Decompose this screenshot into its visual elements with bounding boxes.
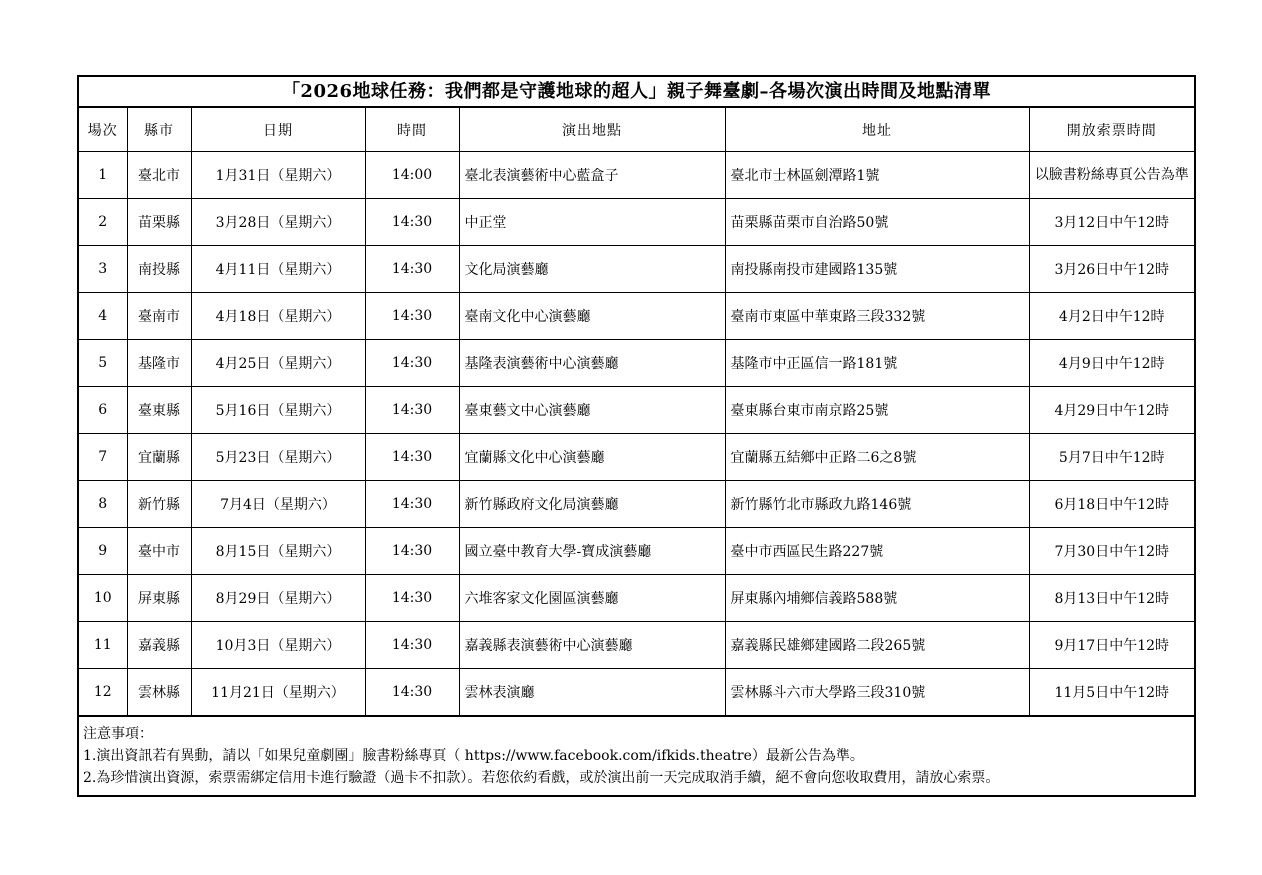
cell-venue: 文化局演藝廳 [459, 246, 725, 293]
cell-venue: 臺東藝文中心演藝廳 [459, 387, 725, 434]
cell-venue: 六堆客家文化園區演藝廳 [459, 575, 725, 622]
header-address: 地址 [725, 108, 1029, 152]
cell-address: 臺南市東區中華東路三段332號 [725, 293, 1029, 340]
cell-venue: 宜蘭縣文化中心演藝廳 [459, 434, 725, 481]
cell-venue: 國立臺中教育大學-寶成演藝廳 [459, 528, 725, 575]
cell-address: 臺北市士林區劍潭路1號 [725, 152, 1029, 199]
cell-no: 9 [79, 528, 127, 575]
cell-ticket: 4月29日中午12時 [1029, 387, 1194, 434]
cell-date: 4月25日（星期六） [191, 340, 365, 387]
note-item-1: 1.演出資訊若有異動，請以「如果兒童劇團」臉書粉絲專頁（ https://www.facebook.com/ifkids.theatre）最新公告為準。 [83, 748, 864, 764]
cell-ticket: 3月26日中午12時 [1029, 246, 1194, 293]
cell-time: 14:30 [365, 246, 459, 293]
cell-date: 1月31日（星期六） [191, 152, 365, 199]
table-row [79, 340, 1194, 387]
cell-no: 6 [79, 387, 127, 434]
cell-time: 14:30 [365, 340, 459, 387]
cell-ticket: 11月5日中午12時 [1029, 669, 1194, 716]
cell-date: 7月4日（星期六） [191, 481, 365, 528]
cell-time: 14:30 [365, 622, 459, 669]
cell-date: 11月21日（星期六） [191, 669, 365, 716]
table-row [79, 387, 1194, 434]
cell-address: 臺東縣台東市南京路25號 [725, 387, 1029, 434]
cell-no: 5 [79, 340, 127, 387]
cell-venue: 臺北表演藝術中心藍盒子 [459, 152, 725, 199]
cell-ticket: 以臉書粉絲專頁公告為準 [1029, 152, 1194, 199]
cell-time: 14:30 [365, 199, 459, 246]
table-row [79, 528, 1194, 575]
cell-time: 14:30 [365, 528, 459, 575]
cell-time: 14:30 [365, 481, 459, 528]
note-item-2: 2.為珍惜演出資源，索票需綁定信用卡進行驗證（過卡不扣款）。若您依約看戲，或於演出前一天完成取消手續，絕不會向您收取費用，請放心索票。 [83, 770, 1000, 786]
cell-city: 宜蘭縣 [127, 434, 191, 481]
cell-time: 14:30 [365, 575, 459, 622]
cell-ticket: 4月2日中午12時 [1029, 293, 1194, 340]
cell-city: 南投縣 [127, 246, 191, 293]
table-row [79, 199, 1194, 246]
table-header-row [79, 108, 1194, 152]
cell-no: 10 [79, 575, 127, 622]
cell-ticket: 9月17日中午12時 [1029, 622, 1194, 669]
cell-time: 14:30 [365, 293, 459, 340]
cell-date: 5月16日（星期六） [191, 387, 365, 434]
cell-time: 14:00 [365, 152, 459, 199]
cell-date: 4月18日（星期六） [191, 293, 365, 340]
cell-address: 雲林縣斗六市大學路三段310號 [725, 669, 1029, 716]
cell-date: 4月11日（星期六） [191, 246, 365, 293]
cell-no: 4 [79, 293, 127, 340]
header-ticket: 開放索票時間 [1029, 108, 1194, 152]
header-no: 場次 [79, 108, 127, 152]
header-venue: 演出地點 [459, 108, 725, 152]
cell-venue: 中正堂 [459, 199, 725, 246]
table-row [79, 434, 1194, 481]
cell-city: 臺南市 [127, 293, 191, 340]
cell-city: 屏東縣 [127, 575, 191, 622]
schedule-table [79, 108, 1194, 715]
cell-city: 臺中市 [127, 528, 191, 575]
cell-time: 14:30 [365, 434, 459, 481]
cell-ticket: 7月30日中午12時 [1029, 528, 1194, 575]
cell-venue: 嘉義縣表演藝術中心演藝廳 [459, 622, 725, 669]
cell-ticket: 5月7日中午12時 [1029, 434, 1194, 481]
cell-address: 南投縣南投市建國路135號 [725, 246, 1029, 293]
cell-date: 10月3日（星期六） [191, 622, 365, 669]
table-row [79, 622, 1194, 669]
table-row [79, 481, 1194, 528]
cell-no: 2 [79, 199, 127, 246]
cell-address: 宜蘭縣五結鄉中正路二6之8號 [725, 434, 1029, 481]
cell-city: 嘉義縣 [127, 622, 191, 669]
cell-city: 臺東縣 [127, 387, 191, 434]
cell-date: 5月23日（星期六） [191, 434, 365, 481]
cell-date: 8月29日（星期六） [191, 575, 365, 622]
schedule-sheet [77, 75, 1196, 797]
cell-ticket: 4月9日中午12時 [1029, 340, 1194, 387]
cell-address: 嘉義縣民雄鄉建國路二段265號 [725, 622, 1029, 669]
table-row [79, 246, 1194, 293]
cell-time: 14:30 [365, 387, 459, 434]
cell-no: 3 [79, 246, 127, 293]
header-city: 縣市 [127, 108, 191, 152]
cell-no: 8 [79, 481, 127, 528]
cell-ticket: 8月13日中午12時 [1029, 575, 1194, 622]
cell-date: 3月28日（星期六） [191, 199, 365, 246]
cell-address: 屏東縣內埔鄉信義路588號 [725, 575, 1029, 622]
table-row [79, 152, 1194, 199]
page-title: 「2026地球任務：我們都是守護地球的超人」親子舞臺劇–各場次演出時間及地點清單 [79, 77, 1194, 108]
cell-address: 臺中市西區民生路227號 [725, 528, 1029, 575]
table-row [79, 669, 1194, 716]
cell-date: 8月15日（星期六） [191, 528, 365, 575]
cell-venue: 基隆表演藝術中心演藝廳 [459, 340, 725, 387]
table-row [79, 575, 1194, 622]
cell-time: 14:30 [365, 669, 459, 716]
notes-section [79, 715, 1194, 795]
header-date: 日期 [191, 108, 365, 152]
cell-address: 新竹縣竹北市縣政九路146號 [725, 481, 1029, 528]
cell-venue: 雲林表演廳 [459, 669, 725, 716]
cell-ticket: 6月18日中午12時 [1029, 481, 1194, 528]
cell-no: 12 [79, 669, 127, 716]
cell-venue: 新竹縣政府文化局演藝廳 [459, 481, 725, 528]
notes-heading: 注意事項： [83, 726, 153, 742]
header-time: 時間 [365, 108, 459, 152]
cell-city: 臺北市 [127, 152, 191, 199]
cell-city: 基隆市 [127, 340, 191, 387]
cell-ticket: 3月12日中午12時 [1029, 199, 1194, 246]
cell-venue: 臺南文化中心演藝廳 [459, 293, 725, 340]
cell-address: 苗栗縣苗栗市自治路50號 [725, 199, 1029, 246]
cell-city: 雲林縣 [127, 669, 191, 716]
cell-city: 苗栗縣 [127, 199, 191, 246]
cell-city: 新竹縣 [127, 481, 191, 528]
cell-no: 11 [79, 622, 127, 669]
cell-address: 基隆市中正區信一路181號 [725, 340, 1029, 387]
cell-no: 1 [79, 152, 127, 199]
cell-no: 7 [79, 434, 127, 481]
table-row [79, 293, 1194, 340]
